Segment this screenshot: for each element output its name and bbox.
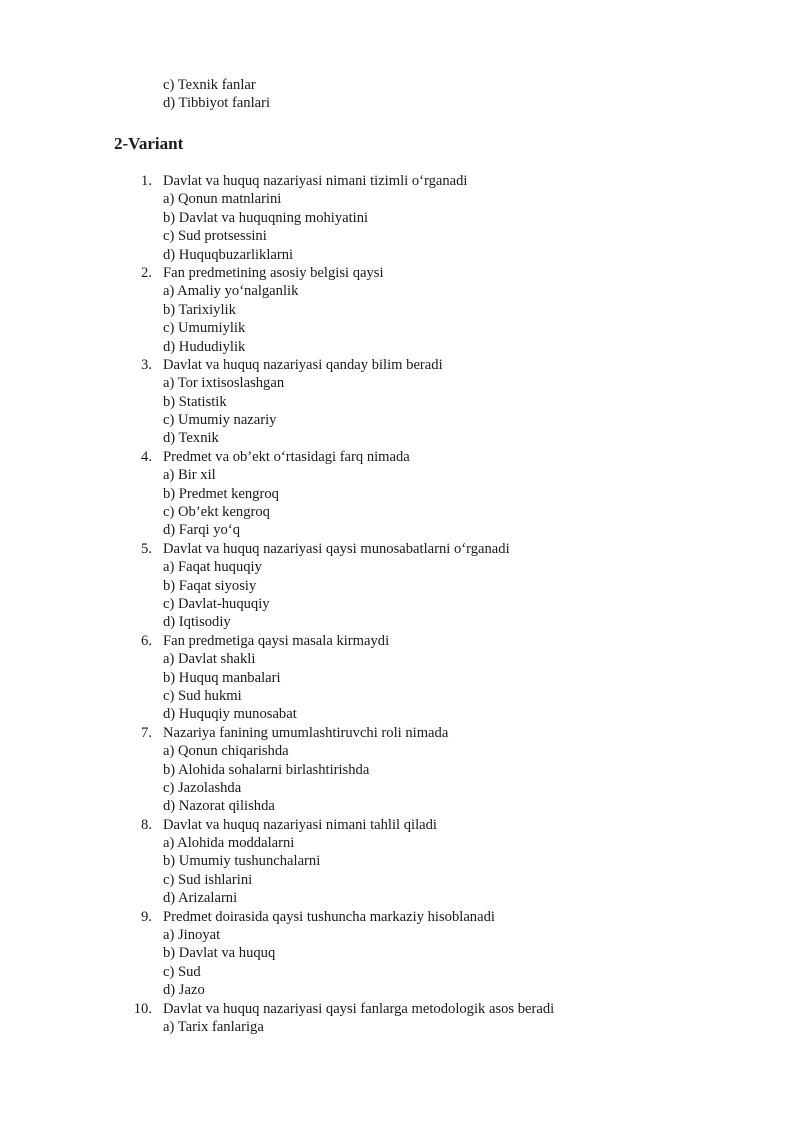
question-item bbox=[0, 908, 800, 1000]
answer-option: a) Bir xil bbox=[163, 467, 216, 484]
answer-option: a) Alohida moddalarni bbox=[163, 835, 295, 852]
answer-option: b) Davlat va huquqning mohiyatini bbox=[163, 209, 369, 226]
answer-option: b) Faqat siyosiy bbox=[163, 577, 257, 594]
answer-option: d) Iqtisodiy bbox=[163, 614, 231, 631]
answer-option: a) Tarix fanlariga bbox=[163, 1018, 264, 1035]
question-item bbox=[0, 724, 800, 816]
question-row bbox=[0, 448, 800, 466]
question-text: Predmet va ob’ekt o‘rtasidagi farq nimada bbox=[163, 448, 410, 465]
option: d) Tibbiyot fanlari bbox=[163, 95, 271, 112]
question-number: 10. bbox=[133, 1000, 152, 1017]
question-text: Nazariya fanining umumlashtiruvchi roli nimada bbox=[163, 724, 449, 741]
question-item bbox=[0, 632, 800, 724]
answer-option: d) Huquqiy munosabat bbox=[163, 706, 297, 723]
answer-option: b) Davlat va huquq bbox=[163, 945, 276, 962]
answer-option: b) Alohida sohalarni birlashtirishda bbox=[163, 761, 370, 778]
answer-option: c) Sud ishlarini bbox=[163, 871, 253, 888]
question-item bbox=[0, 264, 800, 356]
answer-option: d) Hududiylik bbox=[163, 338, 246, 355]
question-text: Davlat va huquq nazariyasi qaysi fanlarga metodologik asos beradi bbox=[163, 1000, 555, 1017]
answer-option: d) Texnik bbox=[163, 430, 219, 447]
answer-option: c) Umumiylik bbox=[163, 320, 246, 337]
question-row bbox=[0, 724, 800, 742]
question-row bbox=[0, 816, 800, 834]
question-text: Davlat va huquq nazariyasi nimani tahlil qiladi bbox=[163, 816, 437, 833]
answer-option: b) Huquq manbalari bbox=[163, 669, 281, 686]
question-item bbox=[0, 540, 800, 632]
question-text: Fan predmetining asosiy belgisi qaysi bbox=[163, 264, 384, 281]
option: c) Texnik fanlar bbox=[163, 77, 256, 93]
answer-option: d) Nazorat qilishda bbox=[163, 798, 275, 815]
answer-option: a) Amaliy yo‘nalganlik bbox=[163, 283, 299, 300]
answer-option: a) Tor ixtisoslashgan bbox=[163, 375, 285, 392]
question-row bbox=[0, 908, 800, 926]
question-number: 2. bbox=[141, 264, 152, 281]
answer-option: c) Sud bbox=[163, 963, 201, 980]
question-number: 3. bbox=[141, 356, 152, 373]
question-row bbox=[0, 1000, 800, 1018]
answer-option: d) Huquqbuzarliklarni bbox=[163, 246, 294, 263]
answer-option: d) Arizalarni bbox=[163, 890, 238, 907]
answer-option: c) Sud protsessini bbox=[163, 228, 267, 245]
answer-option: b) Umumiy tushunchalarni bbox=[163, 853, 321, 870]
question-row bbox=[0, 172, 800, 190]
question-row bbox=[0, 632, 800, 650]
question-row bbox=[0, 540, 800, 558]
question-item bbox=[0, 356, 800, 448]
answer-option: c) Sud hukmi bbox=[163, 687, 242, 704]
question-item bbox=[0, 448, 800, 540]
answer-option: b) Predmet kengroq bbox=[163, 485, 279, 502]
answer-option: d) Farqi yo‘q bbox=[163, 522, 241, 539]
question-text: Davlat va huquq nazariyasi nimani tizimli o‘rganadi bbox=[163, 173, 468, 189]
answer-option: a) Jinoyat bbox=[163, 927, 221, 944]
answer-option: a) Faqat huquqiy bbox=[163, 559, 262, 576]
question-number: 7. bbox=[141, 724, 152, 741]
question-item bbox=[0, 1000, 800, 1037]
question-item bbox=[0, 816, 800, 908]
question-number: 8. bbox=[141, 816, 152, 833]
question-number: 5. bbox=[141, 540, 152, 557]
carryover-options bbox=[163, 76, 270, 113]
answer-option: a) Qonun matnlarini bbox=[163, 191, 282, 208]
question-text: Fan predmetiga qaysi masala kirmaydi bbox=[163, 632, 390, 649]
question-text: Davlat va huquq nazariyasi qanday bilim beradi bbox=[163, 356, 443, 373]
question-item bbox=[0, 172, 800, 264]
answer-option: b) Tarixiylik bbox=[163, 301, 236, 318]
answer-option: d) Jazo bbox=[163, 982, 205, 999]
variant-heading: 2-Variant bbox=[114, 134, 184, 153]
question-list bbox=[0, 172, 800, 1036]
question-text: Predmet doirasida qaysi tushuncha markaziy hisoblanadi bbox=[163, 908, 495, 925]
question-row bbox=[0, 356, 800, 374]
question-number: 1. bbox=[141, 173, 152, 189]
answer-option: a) Qonun chiqarishda bbox=[163, 743, 289, 760]
question-number: 4. bbox=[141, 448, 152, 465]
answer-option: a) Davlat shakli bbox=[163, 651, 256, 668]
answer-option: c) Umumiy nazariy bbox=[163, 412, 277, 429]
answer-option: c) Davlat-huquqiy bbox=[163, 595, 270, 612]
answer-option: c) Jazolashda bbox=[163, 779, 242, 796]
question-number: 6. bbox=[141, 632, 152, 649]
question-number: 9. bbox=[141, 908, 152, 925]
answer-option: c) Ob’ekt kengroq bbox=[163, 504, 270, 521]
answer-option: b) Statistik bbox=[163, 393, 227, 410]
question-row bbox=[0, 264, 800, 282]
question-text: Davlat va huquq nazariyasi qaysi munosabatlarni o‘rganadi bbox=[163, 540, 510, 557]
